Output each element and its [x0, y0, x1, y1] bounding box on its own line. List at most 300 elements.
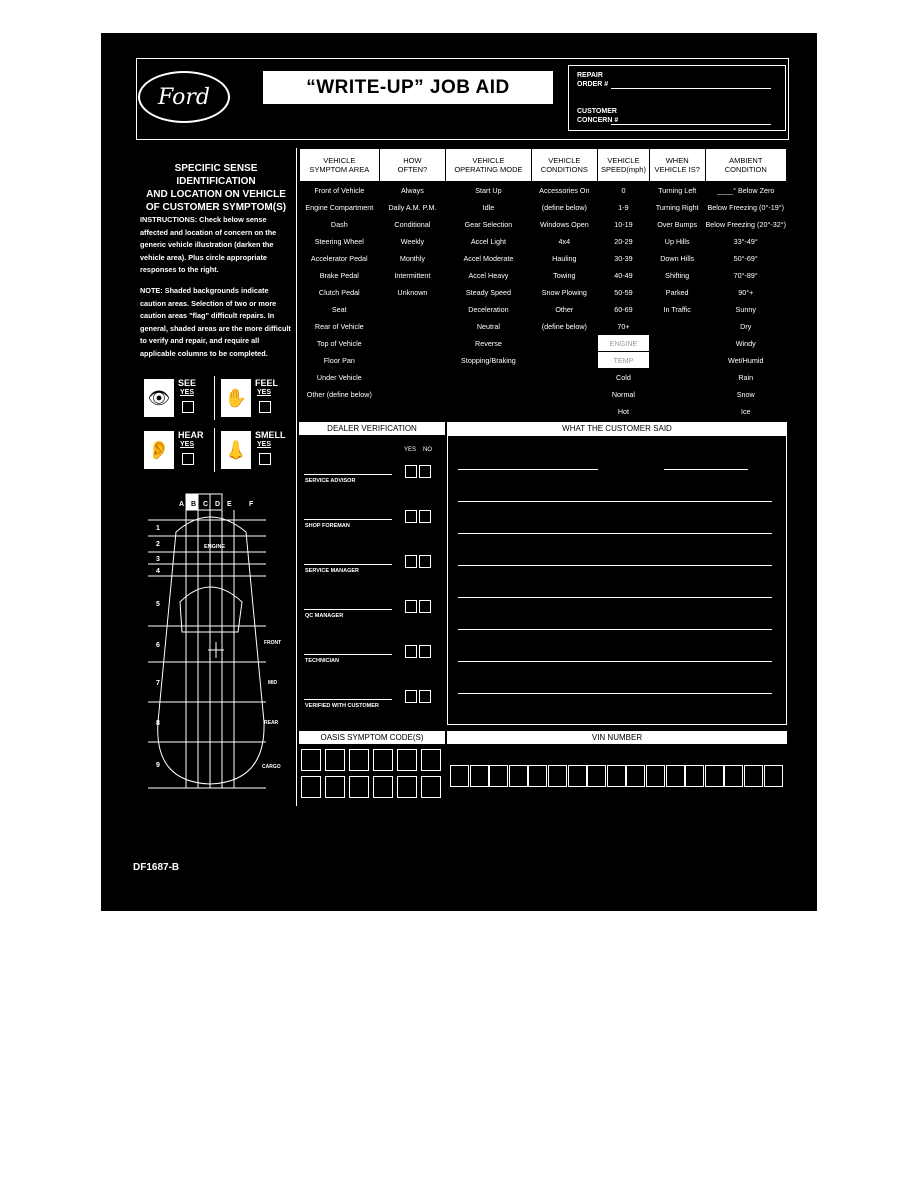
table-cell[interactable] — [531, 216, 597, 233]
table-cell[interactable] — [300, 335, 380, 352]
area-front: FRONT — [264, 640, 282, 646]
table-cell-text: Windows Open — [539, 219, 589, 229]
no-checkbox[interactable] — [419, 555, 431, 568]
no-checkbox[interactable] — [419, 645, 431, 658]
table-cell-text: Deceleration — [468, 304, 509, 314]
grid-row-5: 5 — [156, 601, 160, 608]
table-cell[interactable] — [300, 369, 380, 386]
table-cell-text: 20-29 — [614, 236, 633, 246]
table-cell[interactable] — [446, 318, 531, 335]
table-cell — [649, 369, 705, 386]
table-cell-text: Shifting — [665, 270, 690, 280]
table-cell — [531, 403, 597, 420]
concern-label-2: CONCERN # — [577, 117, 619, 124]
table-cell[interactable] — [649, 182, 705, 199]
area-cargo: CARGO — [262, 764, 281, 770]
table-cell-text: 33°-49° — [733, 236, 758, 246]
table-cell[interactable] — [705, 369, 787, 386]
table-cell-text: Floor Pan — [323, 355, 355, 365]
hear-label: HEAR — [178, 430, 204, 440]
table-cell-text: Unknown — [393, 287, 431, 298]
customer-said-box[interactable] — [447, 435, 787, 725]
grid-col-f: F — [249, 501, 254, 508]
vin-cell[interactable] — [489, 765, 508, 787]
yes-checkbox[interactable] — [405, 600, 417, 613]
grid-col-c: C — [203, 501, 209, 508]
said-line — [458, 469, 598, 470]
table-cell[interactable] — [598, 250, 650, 267]
table-cell-text: Daily A.M. P.M. — [384, 202, 440, 213]
table-cell-text: (define below) — [541, 321, 587, 331]
customer-concern-field[interactable] — [611, 124, 771, 125]
repair-label-1: REPAIR — [577, 72, 603, 79]
table-cell[interactable] — [300, 216, 380, 233]
table-cell[interactable] — [598, 386, 650, 403]
table-cell[interactable] — [705, 284, 787, 301]
table-cell[interactable] — [598, 182, 650, 199]
table-cell[interactable] — [300, 284, 380, 301]
col-header-conditions: VEHICLE CONDITIONS — [531, 149, 597, 182]
table-cell[interactable] — [705, 318, 787, 335]
table-cell[interactable] — [705, 250, 787, 267]
grid-row-8: 8 — [156, 720, 160, 727]
table-cell[interactable] — [705, 352, 787, 369]
table-cell-text: Engine Compartment — [305, 202, 374, 212]
hear-yes-checkbox[interactable] — [182, 453, 194, 465]
table-row — [300, 284, 787, 301]
role-label: TECHNICIAN — [305, 658, 339, 664]
signature-line[interactable] — [304, 519, 392, 520]
sense-see — [140, 376, 215, 420]
said-line — [458, 597, 772, 598]
table-cell[interactable] — [531, 199, 597, 216]
table-cell[interactable] — [446, 301, 531, 318]
table-cell — [446, 369, 531, 386]
feel-yes-checkbox[interactable] — [259, 401, 271, 413]
table-row — [300, 369, 787, 386]
yes-checkbox[interactable] — [405, 555, 417, 568]
table-cell-text: 70°-89° — [733, 270, 758, 280]
table-cell[interactable] — [379, 182, 446, 199]
table-cell-text: Brake Pedal — [319, 270, 359, 280]
table-cell — [379, 301, 446, 318]
oasis-code-cell[interactable] — [349, 776, 369, 798]
vin-cell[interactable] — [528, 765, 547, 787]
table-cell[interactable] — [300, 267, 380, 284]
table-cell[interactable] — [705, 301, 787, 318]
vin-header: VIN NUMBER — [447, 731, 787, 744]
table-cell[interactable] — [531, 267, 597, 284]
said-line — [458, 661, 772, 662]
no-checkbox[interactable] — [419, 465, 431, 478]
yes-checkbox[interactable] — [405, 510, 417, 523]
table-cell-text: Weekly — [397, 236, 428, 247]
table-cell-text: Accelerator Pedal — [310, 253, 368, 263]
table-cell[interactable] — [446, 352, 531, 369]
table-cell[interactable] — [649, 267, 705, 284]
form-code: DF1687-B — [133, 862, 180, 873]
hear-yes-label: YES — [180, 441, 195, 448]
table-cell — [531, 335, 597, 352]
table-cell[interactable] — [598, 301, 650, 318]
vin-cell[interactable] — [568, 765, 587, 787]
vin-cell[interactable] — [666, 765, 685, 787]
table-cell-text: Clutch Pedal — [318, 287, 360, 297]
dealer-verification-section — [299, 435, 445, 725]
yes-checkbox[interactable] — [405, 690, 417, 703]
table-cell[interactable] — [649, 284, 705, 301]
table-cell[interactable] — [446, 267, 531, 284]
table-cell — [379, 386, 446, 403]
table-cell[interactable] — [705, 199, 787, 216]
grid-row-1: 1 — [156, 525, 160, 532]
table-cell-text: 4x4 — [558, 236, 571, 246]
table-cell[interactable] — [446, 335, 531, 352]
table-cell[interactable] — [598, 352, 650, 369]
grid-row-9: 9 — [156, 762, 160, 769]
oasis-code-cell[interactable] — [397, 749, 417, 771]
vin-cell[interactable] — [724, 765, 743, 787]
table-cell[interactable] — [598, 233, 650, 250]
oasis-code-cell[interactable] — [373, 776, 393, 798]
table-cell[interactable] — [531, 182, 597, 199]
area-rear: REAR — [264, 720, 279, 726]
oasis-code-cell[interactable] — [397, 776, 417, 798]
said-line — [458, 533, 772, 534]
table-cell-text: 50°-69° — [733, 253, 758, 263]
oasis-code-cell[interactable] — [325, 776, 345, 798]
table-cell-text: ____° Below Zero — [717, 185, 775, 195]
table-cell[interactable] — [705, 182, 787, 199]
table-cell-text: Sunny — [735, 304, 756, 314]
table-cell-text: Windy — [735, 338, 756, 348]
table-header-row — [300, 149, 787, 182]
table-cell[interactable] — [531, 250, 597, 267]
table-row — [300, 182, 787, 199]
symptom-table — [299, 148, 787, 420]
table-cell-text: Normal — [611, 389, 636, 399]
no-label: NO — [423, 447, 432, 453]
sense-feel — [217, 376, 292, 420]
table-cell-text: In Traffic — [663, 304, 691, 314]
customer-said-header: WHAT THE CUSTOMER SAID — [447, 422, 787, 435]
table-row — [300, 233, 787, 250]
vin-cell[interactable] — [685, 765, 704, 787]
nose-icon: 👃 — [221, 431, 251, 469]
table-cell-text: Parked — [665, 287, 689, 297]
table-cell[interactable] — [598, 284, 650, 301]
vin-cell[interactable] — [626, 765, 645, 787]
table-cell[interactable] — [705, 216, 787, 233]
table-cell[interactable] — [446, 233, 531, 250]
form-title: “WRITE-UP” JOB AID — [263, 71, 553, 104]
smell-label: SMELL — [255, 430, 286, 440]
repair-order-box — [568, 65, 786, 131]
table-cell[interactable] — [598, 216, 650, 233]
table-cell — [446, 403, 531, 420]
said-line — [458, 501, 772, 502]
vin-cell[interactable] — [764, 765, 783, 787]
table-cell[interactable] — [300, 352, 380, 369]
table-row — [300, 352, 787, 369]
table-cell[interactable] — [531, 284, 597, 301]
table-cell[interactable] — [649, 233, 705, 250]
table-cell-text: 70+ — [617, 321, 630, 331]
table-cell-text: ENGINE — [609, 338, 638, 348]
table-cell — [300, 403, 380, 420]
oasis-code-grid — [301, 749, 444, 803]
table-cell[interactable] — [300, 250, 380, 267]
table-cell-text: Wet/Humid — [728, 355, 764, 365]
role-label: QC MANAGER — [305, 613, 344, 619]
col-header-how-often: HOW OFTEN? — [379, 149, 446, 182]
table-cell-text: Front of Vehicle — [314, 185, 365, 195]
table-cell — [379, 352, 446, 369]
col-header-speed: VEHICLE SPEED(mph) — [598, 149, 650, 182]
table-cell — [649, 352, 705, 369]
left-panel-title — [136, 162, 296, 214]
table-cell — [649, 386, 705, 403]
table-cell — [379, 403, 446, 420]
table-row — [300, 250, 787, 267]
table-cell[interactable] — [300, 182, 380, 199]
table-cell — [446, 386, 531, 403]
repair-label-2: ORDER # — [577, 81, 609, 88]
table-cell[interactable] — [300, 301, 380, 318]
table-cell-text: Turning Right — [655, 202, 699, 212]
table-cell-text: Dash — [330, 219, 348, 229]
sense-smell — [217, 428, 292, 472]
col-header-operating-mode: VEHICLE OPERATING MODE — [446, 149, 531, 182]
oasis-code-cell[interactable] — [421, 749, 441, 771]
vin-cell[interactable] — [646, 765, 665, 787]
oasis-header: OASIS SYMPTOM CODE(S) — [299, 731, 445, 744]
table-row — [300, 403, 787, 420]
table-cell-text: Ice — [740, 406, 751, 416]
instructions-text: INSTRUCTIONS: Check below sense affected and location of concern on the generic vehicle illustration (darken the vehicle area). Plus circle appropriate responses to the right. — [140, 215, 277, 275]
table-cell-text: 1-9 — [618, 202, 629, 212]
signature-line[interactable] — [304, 609, 392, 610]
table-cell[interactable] — [379, 267, 446, 284]
table-cell[interactable] — [598, 335, 650, 352]
signature-line[interactable] — [304, 699, 392, 700]
table-cell[interactable] — [446, 182, 531, 199]
table-cell-text: 10-19 — [614, 219, 633, 229]
oasis-code-cell[interactable] — [301, 776, 321, 798]
table-cell[interactable] — [446, 199, 531, 216]
table-cell — [379, 369, 446, 386]
see-label: SEE — [178, 378, 197, 388]
table-row — [300, 216, 787, 233]
said-line — [458, 565, 772, 566]
table-cell-text: Neutral — [476, 321, 501, 331]
smell-yes-checkbox[interactable] — [259, 453, 271, 465]
table-cell-text: Idle — [482, 202, 495, 212]
concern-label-1: CUSTOMER — [577, 108, 617, 115]
table-cell-text: Dry — [740, 321, 752, 331]
table-cell-text: Up Hills — [664, 236, 690, 246]
table-cell-text: Under Vehicle — [316, 372, 362, 382]
smell-yes-label: YES — [257, 441, 272, 448]
table-cell[interactable] — [446, 250, 531, 267]
vin-cell[interactable] — [548, 765, 567, 787]
table-cell[interactable] — [531, 301, 597, 318]
grid-col-a: A — [179, 501, 185, 508]
yes-label: YES — [404, 447, 417, 453]
vin-cell[interactable] — [744, 765, 763, 787]
table-cell — [379, 318, 446, 335]
table-cell[interactable] — [598, 199, 650, 216]
sense-hear — [140, 428, 215, 472]
said-line — [458, 629, 772, 630]
table-cell-text: Monthly — [396, 253, 429, 264]
table-cell[interactable] — [300, 233, 380, 250]
table-cell — [649, 403, 705, 420]
no-checkbox[interactable] — [419, 600, 431, 613]
yes-checkbox[interactable] — [405, 645, 417, 658]
col-header-ambient: AMBIENT CONDITION — [705, 149, 787, 182]
table-cell-text: Accel Light — [470, 236, 507, 246]
table-cell-text: Reverse — [475, 338, 502, 348]
table-cell[interactable] — [649, 250, 705, 267]
grid-row-6: 6 — [156, 642, 160, 649]
oasis-code-cell[interactable] — [325, 749, 345, 771]
said-line — [664, 469, 748, 470]
grid-row-2: 2 — [156, 541, 160, 548]
table-cell[interactable] — [598, 267, 650, 284]
table-row — [300, 318, 787, 335]
table-cell[interactable] — [649, 301, 705, 318]
table-cell-text: Rain — [738, 372, 754, 382]
table-cell[interactable] — [379, 250, 446, 267]
no-checkbox[interactable] — [419, 510, 431, 523]
vin-cell[interactable] — [450, 765, 469, 787]
vin-cell[interactable] — [705, 765, 724, 787]
dealer-verification-header: DEALER VERIFICATION — [299, 422, 445, 435]
table-cell[interactable] — [705, 267, 787, 284]
table-cell-text: Accel Heavy — [468, 270, 509, 280]
table-cell-text: 40-49 — [614, 270, 633, 280]
table-cell[interactable] — [300, 386, 380, 403]
table-cell[interactable] — [649, 199, 705, 216]
table-cell[interactable] — [446, 284, 531, 301]
table-cell-text: Over Bumps — [657, 219, 698, 229]
table-cell-text: Intermittent — [390, 270, 434, 281]
table-cell-text: Stopping/Braking — [461, 355, 516, 365]
table-cell[interactable] — [379, 284, 446, 301]
table-cell-text: Rear of Vehicle — [314, 321, 364, 331]
oasis-code-cell[interactable] — [349, 749, 369, 771]
table-cell-text: Start Up — [475, 185, 502, 195]
hand-icon: ✋ — [221, 379, 251, 417]
table-cell[interactable] — [379, 216, 446, 233]
table-row — [300, 301, 787, 318]
oasis-code-cell[interactable] — [373, 749, 393, 771]
vin-grid — [450, 765, 784, 787]
table-cell-text: Other (define below) — [306, 389, 372, 399]
repair-order-field[interactable] — [611, 88, 771, 89]
see-yes-label: YES — [180, 389, 195, 396]
table-cell — [531, 386, 597, 403]
table-cell-text: Below Freezing (20°-32°) — [705, 219, 786, 229]
table-cell[interactable] — [705, 335, 787, 352]
table-cell-text: Snow Plowing — [541, 287, 587, 297]
feel-yes-label: YES — [257, 389, 272, 396]
signature-line[interactable] — [304, 654, 392, 655]
role-label: VERIFIED WITH CUSTOMER — [305, 703, 379, 709]
table-cell-text: Snow — [736, 389, 755, 399]
table-cell-text: 90°+ — [738, 287, 754, 297]
title-line-2: AND LOCATION ON VEHICLE — [146, 189, 286, 200]
table-cell[interactable] — [705, 403, 787, 420]
table-cell-text: Always — [401, 185, 424, 195]
table-row — [300, 386, 787, 403]
table-cell-text: Seat — [331, 304, 347, 314]
table-cell-text: Down Hills — [660, 253, 695, 263]
table-cell[interactable] — [598, 369, 650, 386]
table-cell — [649, 335, 705, 352]
table-cell-text: Top of Vehicle — [316, 338, 362, 348]
grid-row-3: 3 — [156, 556, 160, 563]
vin-cell[interactable] — [607, 765, 626, 787]
table-cell[interactable] — [531, 318, 597, 335]
table-cell[interactable] — [379, 199, 446, 216]
yes-checkbox[interactable] — [405, 465, 417, 478]
see-yes-checkbox[interactable] — [182, 401, 194, 413]
grid-col-d: D — [215, 501, 221, 508]
table-cell-text: Other — [555, 304, 574, 314]
table-cell — [649, 318, 705, 335]
table-cell-text: Accessories On — [539, 185, 590, 195]
title-line-3: OF CUSTOMER SYMPTOM(S) — [145, 202, 287, 213]
vin-cell[interactable] — [470, 765, 489, 787]
logo-text: Ford — [158, 84, 210, 110]
table-cell-text: (define below) — [541, 202, 587, 212]
table-cell-text: 30-39 — [614, 253, 633, 263]
table-cell-text: Below Freezing (0°-19°) — [707, 202, 784, 212]
table-row — [300, 199, 787, 216]
signature-line[interactable] — [304, 564, 392, 565]
table-cell[interactable] — [598, 403, 650, 420]
table-cell[interactable] — [598, 318, 650, 335]
table-cell-text: Cold — [616, 372, 631, 382]
table-cell[interactable] — [379, 233, 446, 250]
role-label: SERVICE ADVISOR — [305, 478, 356, 484]
oasis-code-cell[interactable] — [301, 749, 321, 771]
no-checkbox[interactable] — [419, 690, 431, 703]
table-cell — [531, 369, 597, 386]
table-cell[interactable] — [446, 216, 531, 233]
vin-cell[interactable] — [509, 765, 528, 787]
area-mid: MID — [268, 680, 278, 686]
table-cell-text: 0 — [621, 185, 626, 195]
table-cell[interactable] — [300, 199, 380, 216]
table-row — [300, 267, 787, 284]
table-cell[interactable] — [300, 318, 380, 335]
table-cell[interactable] — [531, 233, 597, 250]
oasis-code-cell[interactable] — [421, 776, 441, 798]
table-cell-text: Steady Speed — [465, 287, 512, 297]
table-cell-text: Conditional — [390, 219, 434, 230]
role-label: SHOP FOREMAN — [305, 523, 350, 529]
table-cell[interactable] — [705, 386, 787, 403]
vehicle-location-grid[interactable] — [146, 492, 286, 802]
table-cell[interactable] — [649, 216, 705, 233]
vin-cell[interactable] — [587, 765, 606, 787]
table-cell[interactable] — [705, 233, 787, 250]
signature-line[interactable] — [304, 474, 392, 475]
table-cell-text: Hot — [617, 406, 630, 416]
